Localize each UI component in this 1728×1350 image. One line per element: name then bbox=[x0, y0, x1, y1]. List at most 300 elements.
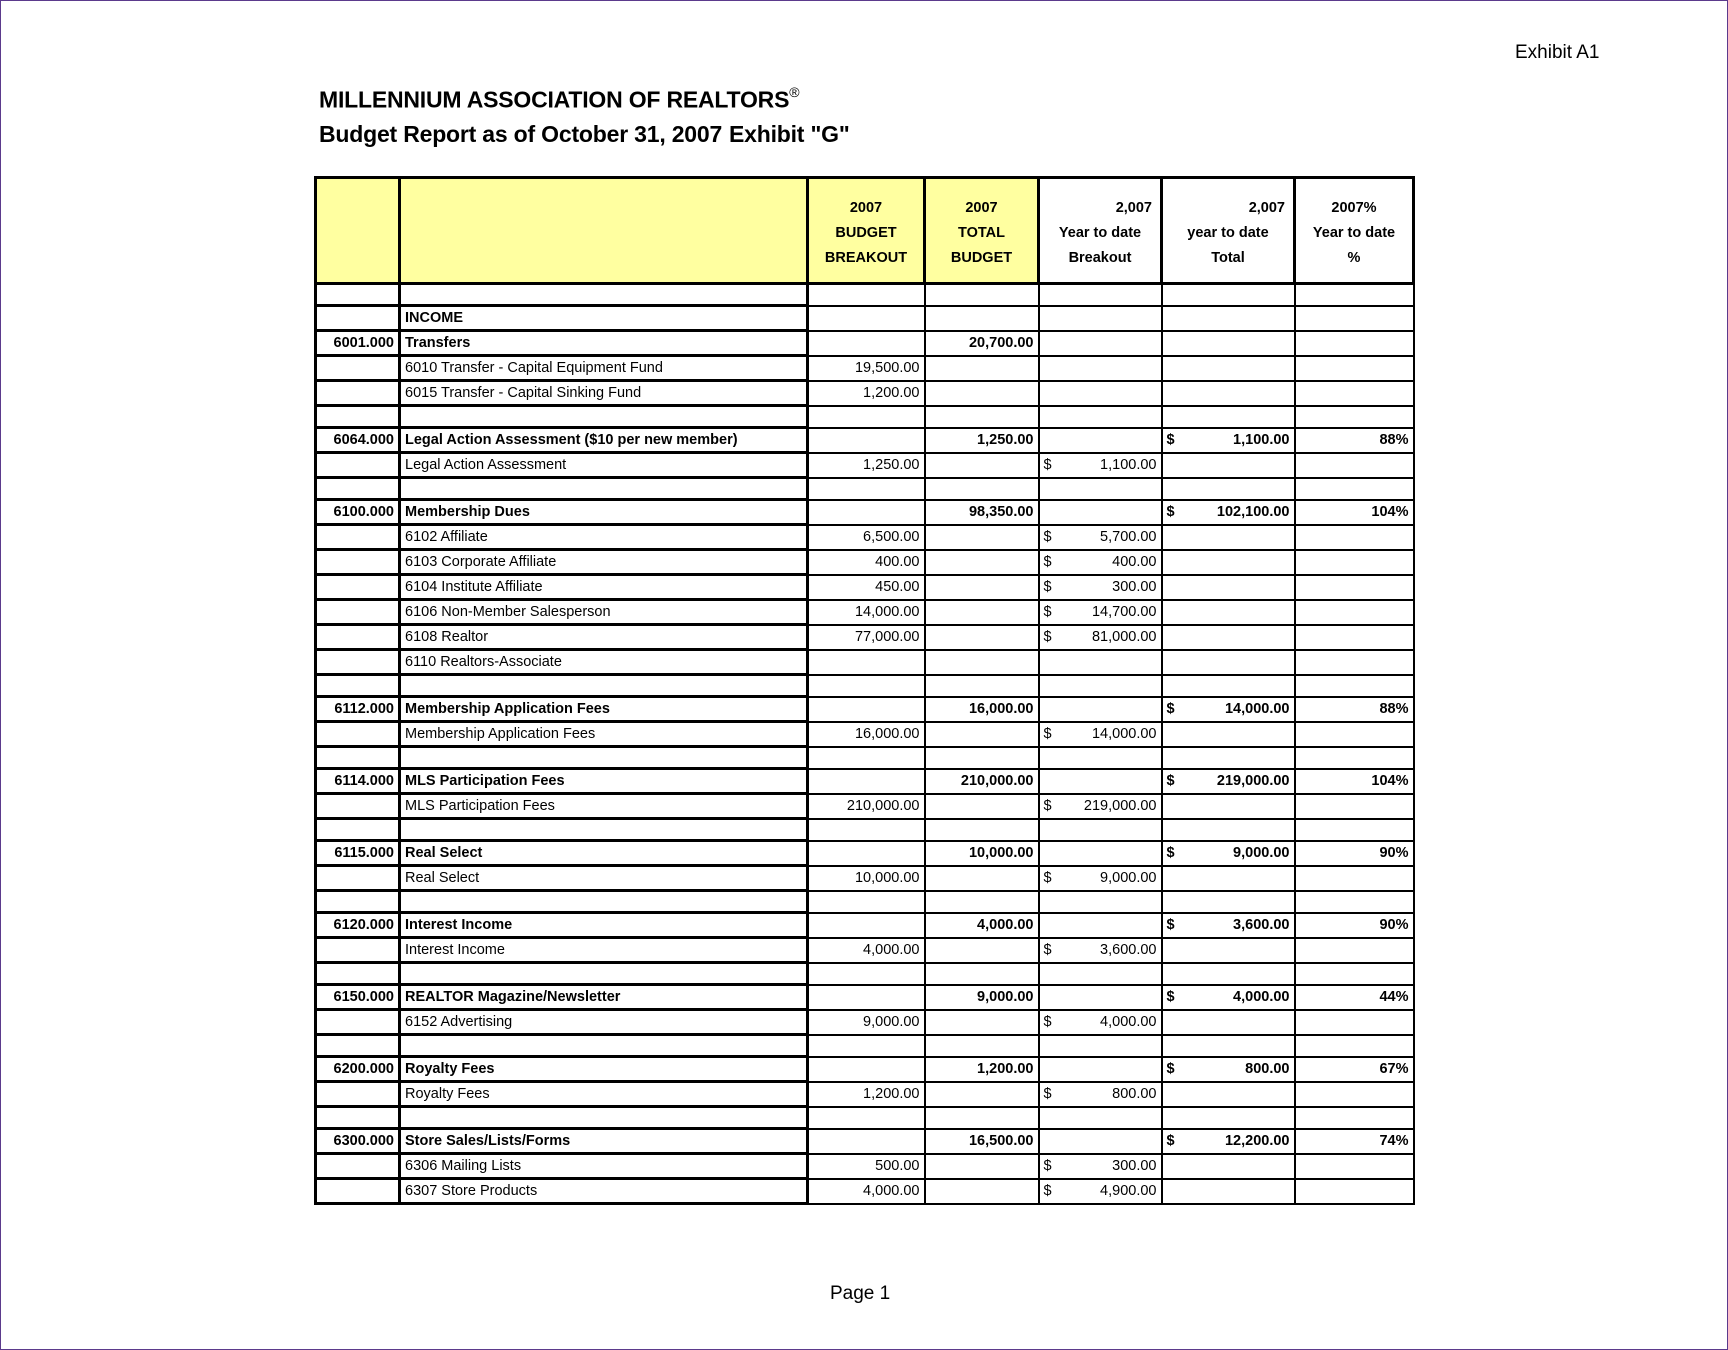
currency-symbol: $ bbox=[1043, 554, 1052, 570]
header-line: Breakout bbox=[1068, 250, 1132, 266]
line-item-row bbox=[316, 1154, 1414, 1179]
header-line: 2,007 bbox=[1248, 200, 1285, 216]
ytd-percent-cell bbox=[1295, 1129, 1414, 1154]
line-item-row bbox=[316, 938, 1414, 963]
ytd-percent-cell bbox=[1295, 356, 1414, 381]
ytd-percent-cell bbox=[1295, 938, 1414, 963]
ytd-total-cell bbox=[1162, 406, 1295, 428]
code-cell bbox=[316, 938, 400, 963]
currency-value bbox=[1167, 842, 1290, 864]
code-cell bbox=[316, 841, 400, 866]
ytd-breakout-cell bbox=[1039, 575, 1162, 600]
total-budget-cell bbox=[925, 938, 1039, 963]
account-group-row bbox=[316, 697, 1414, 722]
ytd-breakout-cell bbox=[1039, 1129, 1162, 1154]
description-text: Legal Action Assessment bbox=[405, 457, 567, 473]
amount: 1,100.00 bbox=[1233, 432, 1290, 448]
budget-breakout-text: 14,000.00 bbox=[854, 604, 920, 620]
currency-value bbox=[1044, 1180, 1157, 1202]
code-cell bbox=[316, 525, 400, 550]
description-text: MLS Participation Fees bbox=[405, 773, 565, 789]
header-line: BUDGET bbox=[950, 250, 1013, 266]
description-text: Real Select bbox=[405, 845, 483, 861]
budget-breakout-cell bbox=[808, 819, 925, 841]
line-item-row bbox=[316, 1179, 1414, 1204]
budget-breakout-cell bbox=[808, 453, 925, 478]
ytd-total-cell bbox=[1162, 1179, 1295, 1204]
ytd-percent-cell bbox=[1295, 500, 1414, 525]
account-group-row bbox=[316, 428, 1414, 453]
code-cell bbox=[316, 697, 400, 722]
description-text: 6110 Realtors-Associate bbox=[405, 654, 562, 670]
ytd-breakout-cell bbox=[1039, 284, 1162, 306]
currency-value bbox=[1167, 429, 1290, 451]
ytd-percent-cell bbox=[1295, 306, 1414, 331]
header-line: year to date bbox=[1187, 225, 1269, 241]
exhibit-a1-label: Exhibit A1 bbox=[1515, 42, 1600, 63]
total-budget-cell bbox=[925, 747, 1039, 769]
budget-breakout-text: 210,000.00 bbox=[846, 798, 920, 814]
total-budget-text: 4,000.00 bbox=[977, 917, 1034, 933]
report-title: Budget Report as of October 31, 2007 bbox=[319, 121, 723, 147]
code-cell bbox=[316, 478, 400, 500]
description-cell bbox=[400, 866, 808, 891]
ytd-percent-cell bbox=[1295, 1179, 1414, 1204]
description-text: 6015 Transfer - Capital Sinking Fund bbox=[405, 385, 642, 401]
ytd-breakout-cell bbox=[1039, 985, 1162, 1010]
description-cell bbox=[400, 284, 808, 306]
budget-breakout-cell bbox=[808, 697, 925, 722]
budget-breakout-cell bbox=[808, 747, 925, 769]
code-text: 6001.000 bbox=[333, 335, 394, 351]
budget-breakout-cell bbox=[808, 938, 925, 963]
ytd-total-cell bbox=[1162, 356, 1295, 381]
account-group-row bbox=[316, 841, 1414, 866]
blank-row bbox=[316, 1035, 1414, 1057]
ytd-breakout-cell bbox=[1039, 428, 1162, 453]
header-ytd-percent bbox=[1295, 178, 1414, 284]
description-cell bbox=[400, 625, 808, 650]
budget-breakout-cell bbox=[808, 625, 925, 650]
currency-symbol: $ bbox=[1166, 701, 1175, 717]
amount: 1,100.00 bbox=[1100, 457, 1157, 473]
budget-breakout-text: 1,250.00 bbox=[863, 457, 920, 473]
currency-value bbox=[1167, 914, 1290, 936]
header-ytd-total bbox=[1162, 178, 1295, 284]
budget-breakout-cell bbox=[808, 575, 925, 600]
line-item-row bbox=[316, 722, 1414, 747]
ytd-percent-cell bbox=[1295, 525, 1414, 550]
currency-value bbox=[1044, 723, 1157, 745]
description-text: Transfers bbox=[405, 335, 471, 351]
total-budget-cell bbox=[925, 1010, 1039, 1035]
total-budget-cell bbox=[925, 406, 1039, 428]
ytd-breakout-cell bbox=[1039, 1107, 1162, 1129]
code-cell bbox=[316, 794, 400, 819]
ytd-breakout-cell bbox=[1039, 722, 1162, 747]
amount: 14,700.00 bbox=[1091, 604, 1157, 620]
budget-breakout-cell bbox=[808, 600, 925, 625]
budget-breakout-cell bbox=[808, 841, 925, 866]
total-budget-cell bbox=[925, 722, 1039, 747]
total-budget-text: 10,000.00 bbox=[968, 845, 1034, 861]
currency-value bbox=[1044, 867, 1157, 889]
total-budget-cell bbox=[925, 525, 1039, 550]
currency-value bbox=[1044, 601, 1157, 623]
budget-breakout-cell bbox=[808, 1129, 925, 1154]
code-cell bbox=[316, 1082, 400, 1107]
description-cell bbox=[400, 478, 808, 500]
description-text: REALTOR Magazine/Newsletter bbox=[405, 989, 621, 1005]
ytd-total-cell bbox=[1162, 478, 1295, 500]
budget-breakout-cell bbox=[808, 913, 925, 938]
ytd-percent-text: 88% bbox=[1379, 701, 1409, 717]
total-budget-cell bbox=[925, 356, 1039, 381]
total-budget-cell bbox=[925, 331, 1039, 356]
account-group-row bbox=[316, 985, 1414, 1010]
line-item-row bbox=[316, 625, 1414, 650]
budget-breakout-text: 450.00 bbox=[875, 579, 920, 595]
description-cell bbox=[400, 1129, 808, 1154]
description-cell bbox=[400, 819, 808, 841]
line-item-row bbox=[316, 525, 1414, 550]
code-cell bbox=[316, 284, 400, 306]
line-item-row bbox=[316, 600, 1414, 625]
code-text: 6100.000 bbox=[333, 504, 394, 520]
ytd-percent-cell bbox=[1295, 650, 1414, 675]
ytd-total-cell bbox=[1162, 331, 1295, 356]
header-line: Year to date bbox=[1312, 225, 1396, 241]
ytd-total-cell bbox=[1162, 500, 1295, 525]
code-cell bbox=[316, 722, 400, 747]
code-cell bbox=[316, 1057, 400, 1082]
currency-symbol: $ bbox=[1043, 629, 1052, 645]
blank-row bbox=[316, 406, 1414, 428]
code-cell bbox=[316, 453, 400, 478]
header-total-budget bbox=[925, 178, 1039, 284]
header-line: BREAKOUT bbox=[824, 250, 908, 266]
budget-breakout-cell bbox=[808, 1057, 925, 1082]
ytd-percent-cell bbox=[1295, 331, 1414, 356]
description-cell bbox=[400, 841, 808, 866]
ytd-total-cell bbox=[1162, 1082, 1295, 1107]
ytd-percent-cell bbox=[1295, 891, 1414, 913]
code-cell bbox=[316, 747, 400, 769]
description-text: INCOME bbox=[405, 310, 463, 326]
ytd-total-cell bbox=[1162, 985, 1295, 1010]
description-text: Real Select bbox=[405, 870, 480, 886]
budget-breakout-cell bbox=[808, 525, 925, 550]
ytd-breakout-cell bbox=[1039, 747, 1162, 769]
currency-symbol: $ bbox=[1043, 798, 1052, 814]
ytd-breakout-cell bbox=[1039, 891, 1162, 913]
currency-value bbox=[1044, 1155, 1157, 1177]
ytd-total-cell bbox=[1162, 913, 1295, 938]
ytd-percent-cell bbox=[1295, 453, 1414, 478]
total-budget-cell bbox=[925, 625, 1039, 650]
description-cell bbox=[400, 550, 808, 575]
ytd-total-cell bbox=[1162, 891, 1295, 913]
amount: 102,100.00 bbox=[1216, 504, 1290, 520]
header-code bbox=[316, 178, 400, 284]
ytd-total-cell bbox=[1162, 769, 1295, 794]
description-text: MLS Participation Fees bbox=[405, 798, 555, 814]
ytd-percent-cell bbox=[1295, 1082, 1414, 1107]
total-budget-text: 1,250.00 bbox=[977, 432, 1034, 448]
budget-breakout-cell bbox=[808, 306, 925, 331]
currency-value bbox=[1044, 939, 1157, 961]
budget-breakout-text: 4,000.00 bbox=[863, 942, 920, 958]
ytd-total-cell bbox=[1162, 550, 1295, 575]
currency-symbol: $ bbox=[1043, 1086, 1052, 1102]
code-cell bbox=[316, 1035, 400, 1057]
currency-symbol: $ bbox=[1166, 432, 1175, 448]
total-budget-text: 210,000.00 bbox=[960, 773, 1034, 789]
ytd-percent-cell bbox=[1295, 841, 1414, 866]
blank-row bbox=[316, 478, 1414, 500]
description-cell bbox=[400, 697, 808, 722]
header-line: Total bbox=[1211, 250, 1245, 266]
ytd-total-cell bbox=[1162, 819, 1295, 841]
description-text: Royalty Fees bbox=[405, 1061, 495, 1077]
line-item-row bbox=[316, 794, 1414, 819]
ytd-percent-cell bbox=[1295, 675, 1414, 697]
total-budget-cell bbox=[925, 963, 1039, 985]
ytd-percent-cell bbox=[1295, 985, 1414, 1010]
ytd-total-cell bbox=[1162, 722, 1295, 747]
ytd-percent-text: 104% bbox=[1371, 504, 1409, 520]
total-budget-cell bbox=[925, 428, 1039, 453]
code-text: 6114.000 bbox=[334, 773, 394, 789]
budget-breakout-cell bbox=[808, 650, 925, 675]
ytd-percent-cell bbox=[1295, 575, 1414, 600]
description-text: 6306 Mailing Lists bbox=[405, 1158, 522, 1174]
amount: 4,000.00 bbox=[1233, 989, 1290, 1005]
code-cell bbox=[316, 306, 400, 331]
ytd-breakout-cell bbox=[1039, 697, 1162, 722]
ytd-total-cell bbox=[1162, 697, 1295, 722]
code-cell bbox=[316, 1010, 400, 1035]
line-item-row bbox=[316, 650, 1414, 675]
total-budget-cell bbox=[925, 1082, 1039, 1107]
blank-row bbox=[316, 963, 1414, 985]
description-text: Royalty Fees bbox=[405, 1086, 490, 1102]
budget-breakout-text: 400.00 bbox=[875, 554, 920, 570]
page-number: Page 1 bbox=[830, 1283, 891, 1304]
code-cell bbox=[316, 675, 400, 697]
currency-value bbox=[1044, 1011, 1157, 1033]
blank-row bbox=[316, 891, 1414, 913]
code-cell bbox=[316, 575, 400, 600]
report-subtitle bbox=[319, 121, 850, 148]
ytd-percent-cell bbox=[1295, 747, 1414, 769]
description-text: Membership Application Fees bbox=[405, 726, 596, 742]
budget-breakout-cell bbox=[808, 381, 925, 406]
budget-breakout-text: 500.00 bbox=[875, 1158, 920, 1174]
ytd-breakout-cell bbox=[1039, 550, 1162, 575]
total-budget-cell bbox=[925, 650, 1039, 675]
currency-symbol: $ bbox=[1166, 773, 1175, 789]
budget-breakout-cell bbox=[808, 1107, 925, 1129]
budget-breakout-text: 19,500.00 bbox=[854, 360, 920, 376]
total-budget-text: 16,500.00 bbox=[968, 1133, 1034, 1149]
amount: 9,000.00 bbox=[1100, 870, 1157, 886]
currency-value bbox=[1044, 551, 1157, 573]
blank-row bbox=[316, 1107, 1414, 1129]
line-item-row bbox=[316, 381, 1414, 406]
header-line: 2007 bbox=[965, 200, 998, 216]
total-budget-cell bbox=[925, 841, 1039, 866]
budget-breakout-text: 9,000.00 bbox=[863, 1014, 920, 1030]
currency-value bbox=[1044, 526, 1157, 548]
currency-value bbox=[1167, 986, 1290, 1008]
code-cell bbox=[316, 891, 400, 913]
total-budget-cell bbox=[925, 1179, 1039, 1204]
ytd-total-cell bbox=[1162, 284, 1295, 306]
budget-breakout-text: 10,000.00 bbox=[854, 870, 920, 886]
exhibit-g-label: Exhibit "G" bbox=[729, 121, 850, 147]
ytd-total-cell bbox=[1162, 625, 1295, 650]
ytd-percent-text: 90% bbox=[1379, 917, 1409, 933]
amount: 3,600.00 bbox=[1233, 917, 1290, 933]
budget-breakout-text: 77,000.00 bbox=[854, 629, 920, 645]
ytd-breakout-cell bbox=[1039, 1179, 1162, 1204]
ytd-percent-text: 88% bbox=[1379, 432, 1409, 448]
total-budget-cell bbox=[925, 284, 1039, 306]
amount: 9,000.00 bbox=[1233, 845, 1290, 861]
ytd-breakout-cell bbox=[1039, 478, 1162, 500]
header-ytd-breakout bbox=[1039, 178, 1162, 284]
code-text: 6112.000 bbox=[334, 701, 394, 717]
amount: 800.00 bbox=[1112, 1086, 1157, 1102]
ytd-breakout-cell bbox=[1039, 356, 1162, 381]
amount: 800.00 bbox=[1245, 1061, 1290, 1077]
ytd-total-cell bbox=[1162, 381, 1295, 406]
total-budget-cell bbox=[925, 381, 1039, 406]
header-row bbox=[316, 178, 1414, 284]
ytd-breakout-cell bbox=[1039, 331, 1162, 356]
ytd-total-cell bbox=[1162, 1035, 1295, 1057]
code-text: 6150.000 bbox=[333, 989, 394, 1005]
description-cell bbox=[400, 428, 808, 453]
description-text: Store Sales/Lists/Forms bbox=[405, 1133, 571, 1149]
budget-breakout-cell bbox=[808, 1010, 925, 1035]
total-budget-cell bbox=[925, 675, 1039, 697]
code-text: 6200.000 bbox=[333, 1061, 394, 1077]
ytd-breakout-cell bbox=[1039, 1082, 1162, 1107]
ytd-total-cell bbox=[1162, 306, 1295, 331]
budget-breakout-cell bbox=[808, 406, 925, 428]
total-budget-cell bbox=[925, 866, 1039, 891]
ytd-breakout-cell bbox=[1039, 675, 1162, 697]
currency-symbol: $ bbox=[1043, 457, 1052, 473]
code-text: 6115.000 bbox=[334, 845, 394, 861]
currency-value bbox=[1044, 454, 1157, 476]
description-cell bbox=[400, 500, 808, 525]
ytd-percent-cell bbox=[1295, 1057, 1414, 1082]
description-cell bbox=[400, 356, 808, 381]
ytd-breakout-cell bbox=[1039, 841, 1162, 866]
currency-symbol: $ bbox=[1043, 604, 1052, 620]
total-budget-cell bbox=[925, 575, 1039, 600]
ytd-percent-cell bbox=[1295, 866, 1414, 891]
ytd-breakout-cell bbox=[1039, 1035, 1162, 1057]
total-budget-cell bbox=[925, 306, 1039, 331]
amount: 219,000.00 bbox=[1083, 798, 1157, 814]
description-cell bbox=[400, 675, 808, 697]
currency-symbol: $ bbox=[1166, 989, 1175, 1005]
amount: 14,000.00 bbox=[1224, 701, 1290, 717]
total-budget-cell bbox=[925, 1154, 1039, 1179]
ytd-percent-cell bbox=[1295, 1035, 1414, 1057]
currency-value bbox=[1044, 626, 1157, 648]
ytd-percent-cell bbox=[1295, 1154, 1414, 1179]
currency-value bbox=[1167, 501, 1290, 523]
description-cell bbox=[400, 985, 808, 1010]
description-cell bbox=[400, 525, 808, 550]
budget-breakout-cell bbox=[808, 866, 925, 891]
blank-row bbox=[316, 284, 1414, 306]
total-budget-cell bbox=[925, 794, 1039, 819]
ytd-breakout-cell bbox=[1039, 913, 1162, 938]
description-text: Legal Action Assessment ($10 per new member) bbox=[405, 432, 738, 448]
budget-breakout-text: 4,000.00 bbox=[863, 1183, 920, 1199]
code-cell bbox=[316, 985, 400, 1010]
ytd-percent-cell bbox=[1295, 697, 1414, 722]
code-cell bbox=[316, 1107, 400, 1129]
currency-symbol: $ bbox=[1043, 529, 1052, 545]
header-line: 2,007 bbox=[1115, 200, 1152, 216]
code-cell bbox=[316, 913, 400, 938]
ytd-breakout-cell bbox=[1039, 453, 1162, 478]
code-cell bbox=[316, 600, 400, 625]
description-cell bbox=[400, 1107, 808, 1129]
currency-value bbox=[1167, 1058, 1290, 1080]
ytd-breakout-cell bbox=[1039, 866, 1162, 891]
amount: 4,900.00 bbox=[1100, 1183, 1157, 1199]
code-cell bbox=[316, 1154, 400, 1179]
description-cell bbox=[400, 1082, 808, 1107]
section-row bbox=[316, 306, 1414, 331]
description-cell bbox=[400, 1154, 808, 1179]
total-budget-text: 98,350.00 bbox=[968, 504, 1034, 520]
currency-symbol: $ bbox=[1166, 504, 1175, 520]
amount: 3,600.00 bbox=[1100, 942, 1157, 958]
ytd-breakout-cell bbox=[1039, 650, 1162, 675]
ytd-total-cell bbox=[1162, 575, 1295, 600]
amount: 4,000.00 bbox=[1100, 1014, 1157, 1030]
budget-breakout-cell bbox=[808, 478, 925, 500]
total-budget-cell bbox=[925, 985, 1039, 1010]
ytd-percent-cell bbox=[1295, 819, 1414, 841]
amount: 300.00 bbox=[1112, 1158, 1157, 1174]
total-budget-cell bbox=[925, 819, 1039, 841]
description-cell bbox=[400, 575, 808, 600]
amount: 300.00 bbox=[1112, 579, 1157, 595]
header-line: 2007 bbox=[849, 200, 883, 216]
ytd-breakout-cell bbox=[1039, 1057, 1162, 1082]
description-text: 6104 Institute Affiliate bbox=[405, 579, 543, 595]
ytd-total-cell bbox=[1162, 650, 1295, 675]
budget-breakout-cell bbox=[808, 963, 925, 985]
code-cell bbox=[316, 963, 400, 985]
blank-row bbox=[316, 819, 1414, 841]
line-item-row bbox=[316, 453, 1414, 478]
ytd-total-cell bbox=[1162, 675, 1295, 697]
budget-breakout-cell bbox=[808, 1154, 925, 1179]
budget-breakout-text: 1,200.00 bbox=[863, 1086, 920, 1102]
total-budget-cell bbox=[925, 1057, 1039, 1082]
